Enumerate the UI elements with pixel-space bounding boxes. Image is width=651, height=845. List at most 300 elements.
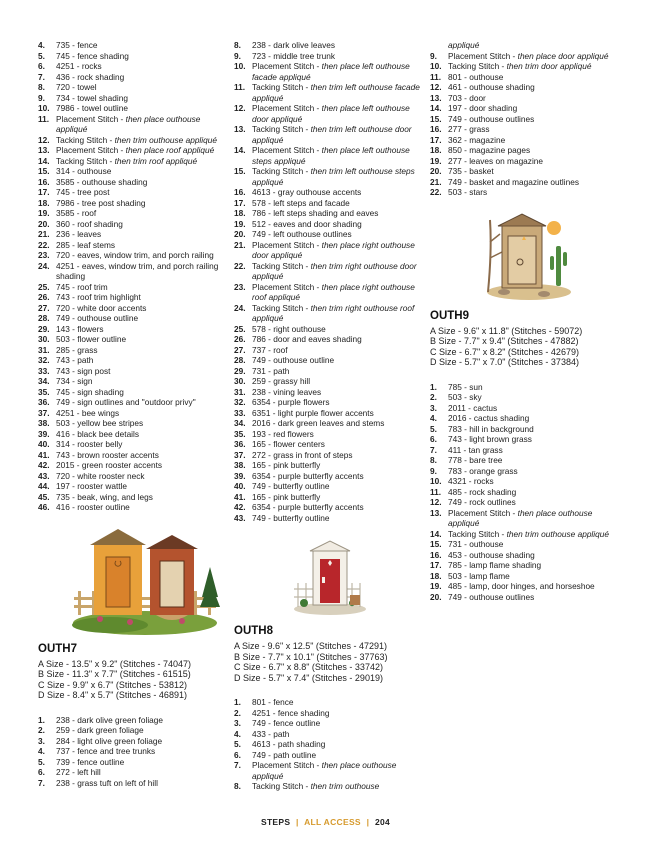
- outh9-sizes: [430, 326, 625, 368]
- step-text: 731 - path: [252, 365, 290, 376]
- step-item: [430, 177, 625, 188]
- step-number: 11.: [430, 486, 442, 497]
- step-item: [234, 124, 424, 145]
- step-number: 13.: [38, 145, 50, 155]
- step-number: 13.: [234, 124, 246, 134]
- step-instruction: then place right outhouse door appliqué: [252, 239, 415, 260]
- step-number: 3.: [430, 402, 437, 413]
- step-number: 30.: [234, 376, 246, 386]
- step-number: 11.: [38, 113, 50, 124]
- footer-separator: |: [296, 817, 299, 827]
- step-number: 5.: [430, 423, 437, 434]
- step-item: [234, 718, 424, 729]
- step-item: [430, 93, 625, 104]
- step-text: 578 - right outhouse: [252, 323, 326, 334]
- step-number: 40.: [234, 481, 246, 491]
- step-text: Tacking Stitch - then trim left outhouse door appliqué: [252, 124, 412, 145]
- step-number: 37.: [234, 449, 246, 460]
- step-item: [38, 229, 228, 240]
- step-item: [38, 481, 228, 492]
- step-item: [430, 135, 625, 146]
- step-text: 143 - flowers: [56, 323, 104, 334]
- step-text: 416 - rooster outline: [56, 502, 130, 512]
- step-number: 26.: [38, 292, 50, 302]
- step-number: 12.: [430, 497, 442, 508]
- step-item: [234, 282, 424, 303]
- step-text: 720 - eaves, window trim, and porch railing: [56, 250, 214, 260]
- step-number: 35.: [234, 428, 246, 439]
- outh9-illustration: [484, 212, 574, 302]
- step-number: 31.: [38, 344, 50, 355]
- step-number: 40.: [38, 439, 50, 449]
- step-number: 11.: [234, 82, 246, 92]
- step-text: 745 - tree post: [56, 187, 110, 197]
- step-text: Placement Stitch - then place left outhouse door appliqué: [252, 103, 410, 124]
- step-item: [38, 282, 228, 293]
- step-item: [38, 418, 228, 429]
- step-item: [38, 492, 228, 503]
- step-item: [430, 434, 625, 445]
- step-text: 739 - fence outline: [56, 756, 125, 767]
- outh8-steps-continued: [430, 40, 625, 51]
- step-text: 503 - sky: [448, 392, 482, 403]
- column-3: [430, 40, 625, 602]
- step-item: [38, 366, 228, 377]
- step-item: [38, 429, 228, 440]
- step-number: 17.: [38, 187, 50, 197]
- step-item: [38, 177, 228, 188]
- step-number: 8.: [234, 40, 241, 50]
- step-number: 11.: [430, 71, 442, 82]
- step-item: [38, 778, 228, 789]
- step-number: 45.: [38, 491, 50, 502]
- step-number: 27.: [234, 344, 246, 355]
- step-instruction: then place door appliqué: [517, 50, 609, 61]
- step-item: [430, 51, 625, 62]
- step-instruction: then trim outhouse appliqué: [506, 528, 609, 539]
- size-line: D Size - 5.7" x 7.4" (Stitches - 29019): [234, 672, 383, 683]
- step-instruction: then place right outhouse roof appliqué: [252, 281, 415, 302]
- step-text: 2015 - green rooster accents: [56, 460, 163, 470]
- step-item: [38, 502, 228, 513]
- step-number: 14.: [430, 528, 442, 539]
- step-item: [234, 408, 424, 419]
- step-item: [234, 460, 424, 471]
- step-instruction: then trim right outhouse roof appliqué: [252, 302, 415, 323]
- step-number: 1.: [234, 697, 241, 708]
- step-item: [430, 476, 625, 487]
- outh8-sizes: [234, 641, 424, 683]
- step-item: [38, 355, 228, 366]
- step-text: 4251 - rocks: [56, 61, 102, 71]
- step-number: 8.: [430, 455, 437, 466]
- size-line: B Size - 7.7" x 9.4" (Stitches - 47882): [430, 336, 579, 347]
- step-number: 29.: [234, 365, 246, 376]
- step-text: 4321 - rocks: [448, 476, 494, 487]
- step-item: [38, 156, 228, 167]
- step-text: 259 - dark green foliage: [56, 725, 144, 736]
- step-item: [38, 187, 228, 198]
- step-number: 10.: [430, 476, 442, 487]
- step-item: [38, 51, 228, 62]
- step-item: [430, 103, 625, 114]
- step-text: 7986 - towel outline: [56, 103, 128, 113]
- step-number: 5.: [234, 739, 241, 750]
- step-text: 735 - fence: [56, 40, 98, 50]
- step-text: 411 - tan grass: [448, 444, 503, 455]
- step-text: 720 - white door accents: [56, 302, 147, 313]
- step-text: 503 - flower outline: [56, 334, 127, 344]
- step-number: 34.: [38, 376, 50, 386]
- step-item: [234, 166, 424, 187]
- step-number: 17.: [430, 134, 442, 145]
- step-text: 485 - lamp, door hinges, and horseshoe: [448, 581, 595, 592]
- step-number: 12.: [430, 82, 442, 92]
- step-text: 749 - rock outlines: [448, 497, 516, 508]
- step-text: Placement Stitch - then place outhouse appliqué: [56, 113, 201, 134]
- column-1: [38, 40, 228, 788]
- step-item: [234, 303, 424, 324]
- page-footer: [0, 817, 651, 827]
- step-number: 17.: [430, 560, 442, 571]
- step-item: [234, 187, 424, 198]
- step-number: 34.: [234, 418, 246, 428]
- step-number: 36.: [234, 439, 246, 449]
- step-item: [38, 387, 228, 398]
- step-text: 731 - outhouse: [448, 539, 504, 550]
- step-item: [38, 261, 228, 282]
- step-text: 785 - lamp flame shading: [448, 560, 542, 571]
- step-item: [234, 145, 424, 166]
- step-number: 30.: [38, 334, 50, 344]
- step-number: 10.: [234, 61, 246, 71]
- step-item: [430, 61, 625, 72]
- step-number: 10.: [430, 61, 442, 71]
- step-number: 9.: [234, 50, 241, 61]
- step-text: 749 - outhouse outlines: [448, 113, 535, 124]
- step-text: 272 - grass in front of steps: [252, 449, 353, 460]
- step-item: [234, 708, 424, 719]
- step-item: [430, 445, 625, 456]
- step-item: [430, 497, 625, 508]
- step-number: 23.: [38, 250, 50, 260]
- step-item: [38, 303, 228, 314]
- step-text: 277 - grass: [448, 124, 490, 134]
- step-text: 238 - grass tuft on left of hill: [56, 777, 158, 788]
- step-item: [234, 40, 424, 51]
- step-text: 284 - light olive green foliage: [56, 735, 163, 746]
- step-instruction: then place left outhouse facade appliqué: [252, 61, 410, 82]
- step-number: 10.: [38, 103, 50, 113]
- step-text: 433 - path: [252, 728, 290, 739]
- step-item: [38, 61, 228, 72]
- step-text: 6354 - purple flowers: [252, 397, 330, 407]
- step-number: 6.: [38, 767, 45, 778]
- step-item: [430, 382, 625, 393]
- step-item: [234, 481, 424, 492]
- step-item: [430, 72, 625, 83]
- step-item: [38, 450, 228, 461]
- step-text: Placement Stitch - then place right outhouse roof appliqué: [252, 281, 415, 302]
- outh9-steps: [430, 382, 625, 603]
- step-item: [430, 166, 625, 177]
- step-number: 4.: [38, 40, 45, 50]
- step-number: 19.: [234, 218, 246, 229]
- step-text: 165 - pink butterfly: [252, 460, 321, 470]
- step-number: 16.: [430, 124, 442, 134]
- step-item: [430, 424, 625, 435]
- step-number: 31.: [234, 386, 246, 397]
- step-item: [234, 429, 424, 440]
- step-number: 39.: [234, 470, 246, 481]
- step-text: 285 - leaf stems: [56, 239, 116, 250]
- step-item: [430, 156, 625, 167]
- outh7-title: OUTH7: [38, 642, 77, 655]
- step-item: [38, 767, 228, 778]
- step-number: 21.: [38, 229, 50, 239]
- step-text: 743 - light brown grass: [448, 434, 532, 445]
- step-number: 20.: [38, 218, 50, 229]
- step-number: 16.: [38, 176, 50, 187]
- step-text: 165 - flower centers: [252, 439, 325, 449]
- step-number: 15.: [430, 539, 442, 550]
- step-number: 7.: [38, 71, 45, 82]
- step-text: 416 - black bee details: [56, 428, 140, 439]
- step-text: 785 - sun: [448, 381, 483, 392]
- step-number: 22.: [234, 260, 246, 271]
- size-line: B Size - 7.7" x 10.1" (Stitches - 37763): [234, 651, 388, 662]
- step-text: Tacking Stitch - then trim door appliqué: [448, 61, 592, 71]
- step-number: 19.: [38, 208, 50, 218]
- step-text: 743 - brown rooster accents: [56, 449, 159, 460]
- step-text: 314 - rooster belly: [56, 439, 123, 449]
- step-number: 32.: [234, 397, 246, 407]
- step-item: [430, 82, 625, 93]
- step-number: 19.: [430, 155, 442, 166]
- step-text: 362 - magazine: [448, 134, 506, 145]
- outh7-sizes: [38, 659, 228, 701]
- step-text: 743 - path: [56, 355, 94, 365]
- step-text: 277 - leaves on magazine: [448, 155, 544, 166]
- step-number: 8.: [38, 82, 45, 92]
- step-item: [234, 334, 424, 345]
- step-text: 3585 - roof: [56, 208, 97, 218]
- step-item: [234, 51, 424, 62]
- step-item: [38, 408, 228, 419]
- step-text: 6354 - purple butterfly accents: [252, 470, 364, 481]
- step-number: 16.: [234, 187, 246, 197]
- step-item: [234, 760, 424, 781]
- step-text: Tacking Stitch - then trim outhouse: [252, 781, 380, 792]
- step-item: [234, 471, 424, 482]
- footer-section: ALL ACCESS: [304, 817, 361, 827]
- step-item: [38, 72, 228, 83]
- step-item: [38, 313, 228, 324]
- step-number: 2.: [234, 707, 241, 718]
- step-number: 44.: [38, 481, 50, 491]
- step-item: [234, 450, 424, 461]
- step-text: 6354 - purple butterfly accents: [252, 502, 364, 512]
- step-item: [234, 697, 424, 708]
- step-number: 9.: [430, 465, 437, 476]
- step-number: 38.: [234, 460, 246, 470]
- step-item: [38, 439, 228, 450]
- step-number: 5.: [38, 50, 45, 61]
- step-text: 778 - bare tree: [448, 455, 503, 466]
- step-text: 749 - butterfly outline: [252, 481, 330, 491]
- step-number: 29.: [38, 323, 50, 334]
- step-text: 238 - vining leaves: [252, 386, 322, 397]
- step-text: 749 - fence outline: [252, 718, 321, 729]
- step-text: 2016 - cactus shading: [448, 413, 530, 424]
- step-number: 21.: [430, 176, 442, 187]
- step-text: 4251 - fence shading: [252, 707, 330, 718]
- step-text: 165 - pink butterfly: [252, 491, 321, 502]
- step-text: 197 - rooster wattle: [56, 481, 128, 491]
- outh8-steps: [234, 697, 424, 792]
- step-instruction: then place left outhouse steps appliqué: [252, 145, 410, 166]
- step-number: 8.: [234, 781, 241, 792]
- step-text: 745 - roof trim: [56, 281, 108, 292]
- step-number: 2.: [38, 725, 45, 736]
- step-text: 512 - eaves and door shading: [252, 218, 362, 229]
- step-instruction: then trim left outhouse door appliqué: [252, 124, 412, 145]
- step-number: 39.: [38, 428, 50, 439]
- step-number: 33.: [38, 365, 50, 376]
- step-number: 12.: [234, 103, 246, 113]
- size-line: B Size - 11.3" x 7.7" (Stitches - 61515): [38, 669, 191, 680]
- step-instruction: then trim roof appliqué: [114, 155, 198, 166]
- step-continuation: appliqué: [448, 40, 480, 50]
- step-number: 36.: [38, 397, 50, 407]
- step-text: Tacking Stitch - then trim right outhouse roof appliqué: [252, 302, 415, 323]
- step-text: 4613 - path shading: [252, 739, 326, 750]
- step-number: 35.: [38, 386, 50, 397]
- step-number: 43.: [38, 470, 50, 481]
- step-item: [234, 750, 424, 761]
- step-text: 749 - outhouse outline: [252, 355, 335, 365]
- step-number: 1.: [38, 714, 45, 725]
- step-text: 749 - path outline: [252, 749, 317, 760]
- step-item: [234, 61, 424, 82]
- step-item: [234, 729, 424, 740]
- step-item: [234, 366, 424, 377]
- step-instruction: then trim outhouse appliqué: [114, 134, 217, 145]
- step-text: 749 - basket and magazine outlines: [448, 176, 579, 187]
- step-number: 13.: [430, 507, 442, 518]
- footer-page-number: 204: [374, 817, 391, 827]
- outh8-illustration: [290, 537, 370, 617]
- step-number: 4.: [430, 413, 437, 424]
- step-item: [38, 166, 228, 177]
- step-number: 6.: [234, 749, 241, 760]
- outh9-title: OUTH9: [430, 309, 469, 322]
- step-item: [430, 124, 625, 135]
- step-text: 703 - door: [448, 92, 486, 103]
- outh8-title: OUTH8: [234, 625, 273, 637]
- step-number: 15.: [38, 166, 50, 176]
- step-number: 9.: [430, 50, 437, 61]
- step-text: Placement Stitch - then place outhouse appliqué: [448, 507, 593, 529]
- step-item: [234, 502, 424, 513]
- step-number: 33.: [234, 407, 246, 418]
- step-number: 20.: [430, 166, 442, 176]
- size-line: D Size - 5.7" x 7.0" (Stitches - 37384): [430, 357, 579, 368]
- outh7-steps: [38, 715, 228, 789]
- step-item: [430, 466, 625, 477]
- step-number: 9.: [38, 92, 45, 103]
- step-text: 2011 - cactus: [448, 402, 498, 413]
- step-instruction: then place outhouse appliqué: [252, 760, 397, 781]
- step-number: 22.: [38, 239, 50, 250]
- step-text: 503 - stars: [448, 187, 488, 197]
- step-number: 42.: [38, 460, 50, 470]
- step-text: 236 - leaves: [56, 229, 102, 239]
- step-text: 2016 - dark green leaves and stems: [252, 418, 385, 428]
- step-item: [38, 324, 228, 335]
- step-text: 801 - outhouse: [448, 71, 504, 82]
- step-number: 3.: [234, 718, 241, 729]
- step-text: 720 - towel: [56, 82, 97, 92]
- step-item: [38, 219, 228, 230]
- step-item: [234, 513, 424, 524]
- step-number: 7.: [234, 760, 241, 771]
- step-item: [38, 292, 228, 303]
- step-item: [234, 355, 424, 366]
- step-item: [38, 376, 228, 387]
- step-item: [38, 93, 228, 104]
- size-line: C Size - 6.7" x 8.2" (Stitches - 42679): [430, 346, 579, 357]
- step-item: [38, 114, 228, 135]
- step-item: [234, 198, 424, 209]
- step-number: 15.: [234, 166, 246, 176]
- step-text: 749 - outhouse outlines: [448, 591, 535, 602]
- step-item: [38, 460, 228, 471]
- step-item: [430, 560, 625, 571]
- step-number: 12.: [38, 134, 50, 145]
- step-number: 13.: [430, 92, 442, 103]
- step-text: 783 - hill in background: [448, 423, 534, 434]
- size-line: C Size - 6.7" x 8.8" (Stitches - 33742): [234, 662, 383, 673]
- step-text: 749 - butterfly outline: [252, 512, 330, 523]
- step-number: 22.: [430, 187, 442, 197]
- step-number: 43.: [234, 512, 246, 523]
- step-number: 6.: [38, 61, 45, 71]
- step-number: 19.: [430, 581, 442, 592]
- outh7-steps-continued: [234, 40, 424, 523]
- step-number: 15.: [430, 113, 442, 124]
- step-number: 28.: [234, 355, 246, 365]
- step-number: 6.: [430, 434, 437, 445]
- step-item: [234, 376, 424, 387]
- step-item: [430, 592, 625, 603]
- step-text: 745 - fence shading: [56, 50, 129, 61]
- step-number: 17.: [234, 197, 246, 208]
- step-instruction: then trim outhouse: [310, 781, 380, 792]
- step-text: 749 - sign outlines and "outdoor privy": [56, 397, 196, 407]
- step-item: [38, 135, 228, 146]
- step-item: [38, 397, 228, 408]
- step-item: [430, 550, 625, 561]
- step-text: 259 - grassy hill: [252, 376, 311, 386]
- step-item: [234, 492, 424, 503]
- step-item: [234, 229, 424, 240]
- step-item: [38, 345, 228, 356]
- step-item: [430, 539, 625, 550]
- step-text: 3585 - outhouse shading: [56, 176, 148, 187]
- step-text: 7986 - tree post shading: [56, 197, 146, 208]
- step-item: [430, 392, 625, 403]
